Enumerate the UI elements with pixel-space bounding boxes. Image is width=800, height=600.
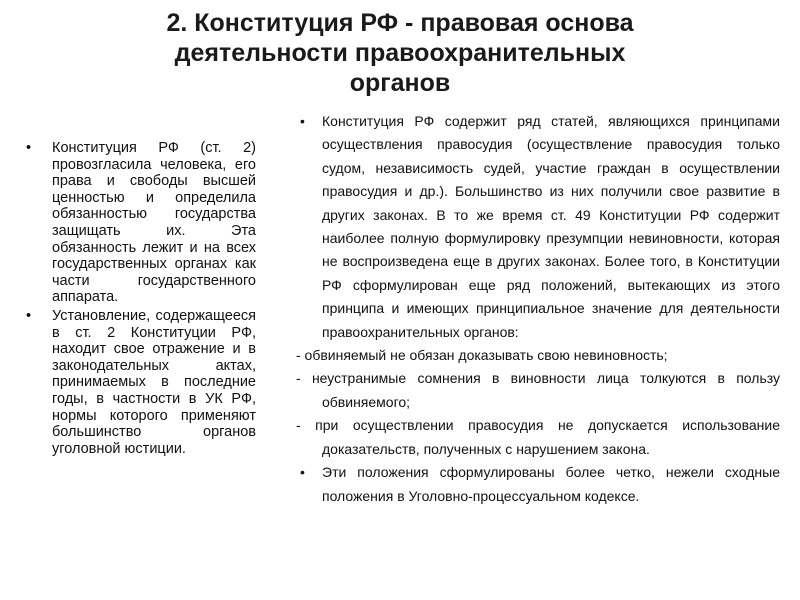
title-line-3: органов [349,69,451,97]
right-intro-text: Конституция РФ содержит ряд статей, являющихся принципами осуществления правосудия (осуществление правосудия только судом, независимость судей, участие граждан в осуществлении правосудия и др.). Большинство из них получили свое развитие в других законах. В то же время ст. 49 Конституции РФ содержит наиболее полную формулировку презумпции невиновности, которая не воспроизведена еще в других законах. Более того, в Конституции РФ сформулирован еще ряд положений, вытекающих из этого принципа и имеющих принципиальное значение для деятельности правоохранительных органов: [322,113,780,340]
bullet-icon: • [300,113,305,129]
left-item-text: Конституция РФ (ст. 2) провозгласила человека, его права и свободы высшей ценностью и определила обязанностью государства защищать их. Эта обязанность лежит и на всех государственных органах как части государственного аппарата. [52,140,256,306]
dash-item-2: - неустранимые сомнения в виновности лица толкуются в пользу обвиняемого; [296,370,780,410]
title-line-1: 2. Конституция РФ - правовая основа [166,9,634,37]
left-bullet-item [26,140,256,306]
left-column [26,140,256,459]
dash-item-3: - при осуществлении правосудия не допускается использование доказательств, полученных с нарушением закона. [296,417,780,457]
dash-item-1: - обвиняемый не обязан доказывать свою невиновность; [296,347,668,364]
bullet-icon: • [26,140,32,156]
right-column [296,110,780,508]
right-outro-text: Эти положения сформулированы более четко, нежели сходные положения в Уголовно-процессуальном кодексе. [322,464,780,504]
left-item-text: Установление, содержащееся в ст. 2 Конституции РФ, находит свое отражение и в законодательных актах, принимаемых в последние годы, в частности в УК РФ, нормы которого применяют большинство органов уголовной юстиции. [52,307,256,457]
slide-title [40,8,760,98]
bullet-icon: • [300,464,305,481]
right-intro-item [296,110,780,344]
title-line-2: деятельности правоохранительных [174,39,626,67]
left-bullet-item [26,308,256,457]
bullet-icon: • [26,307,32,324]
right-outro-item [296,461,780,508]
